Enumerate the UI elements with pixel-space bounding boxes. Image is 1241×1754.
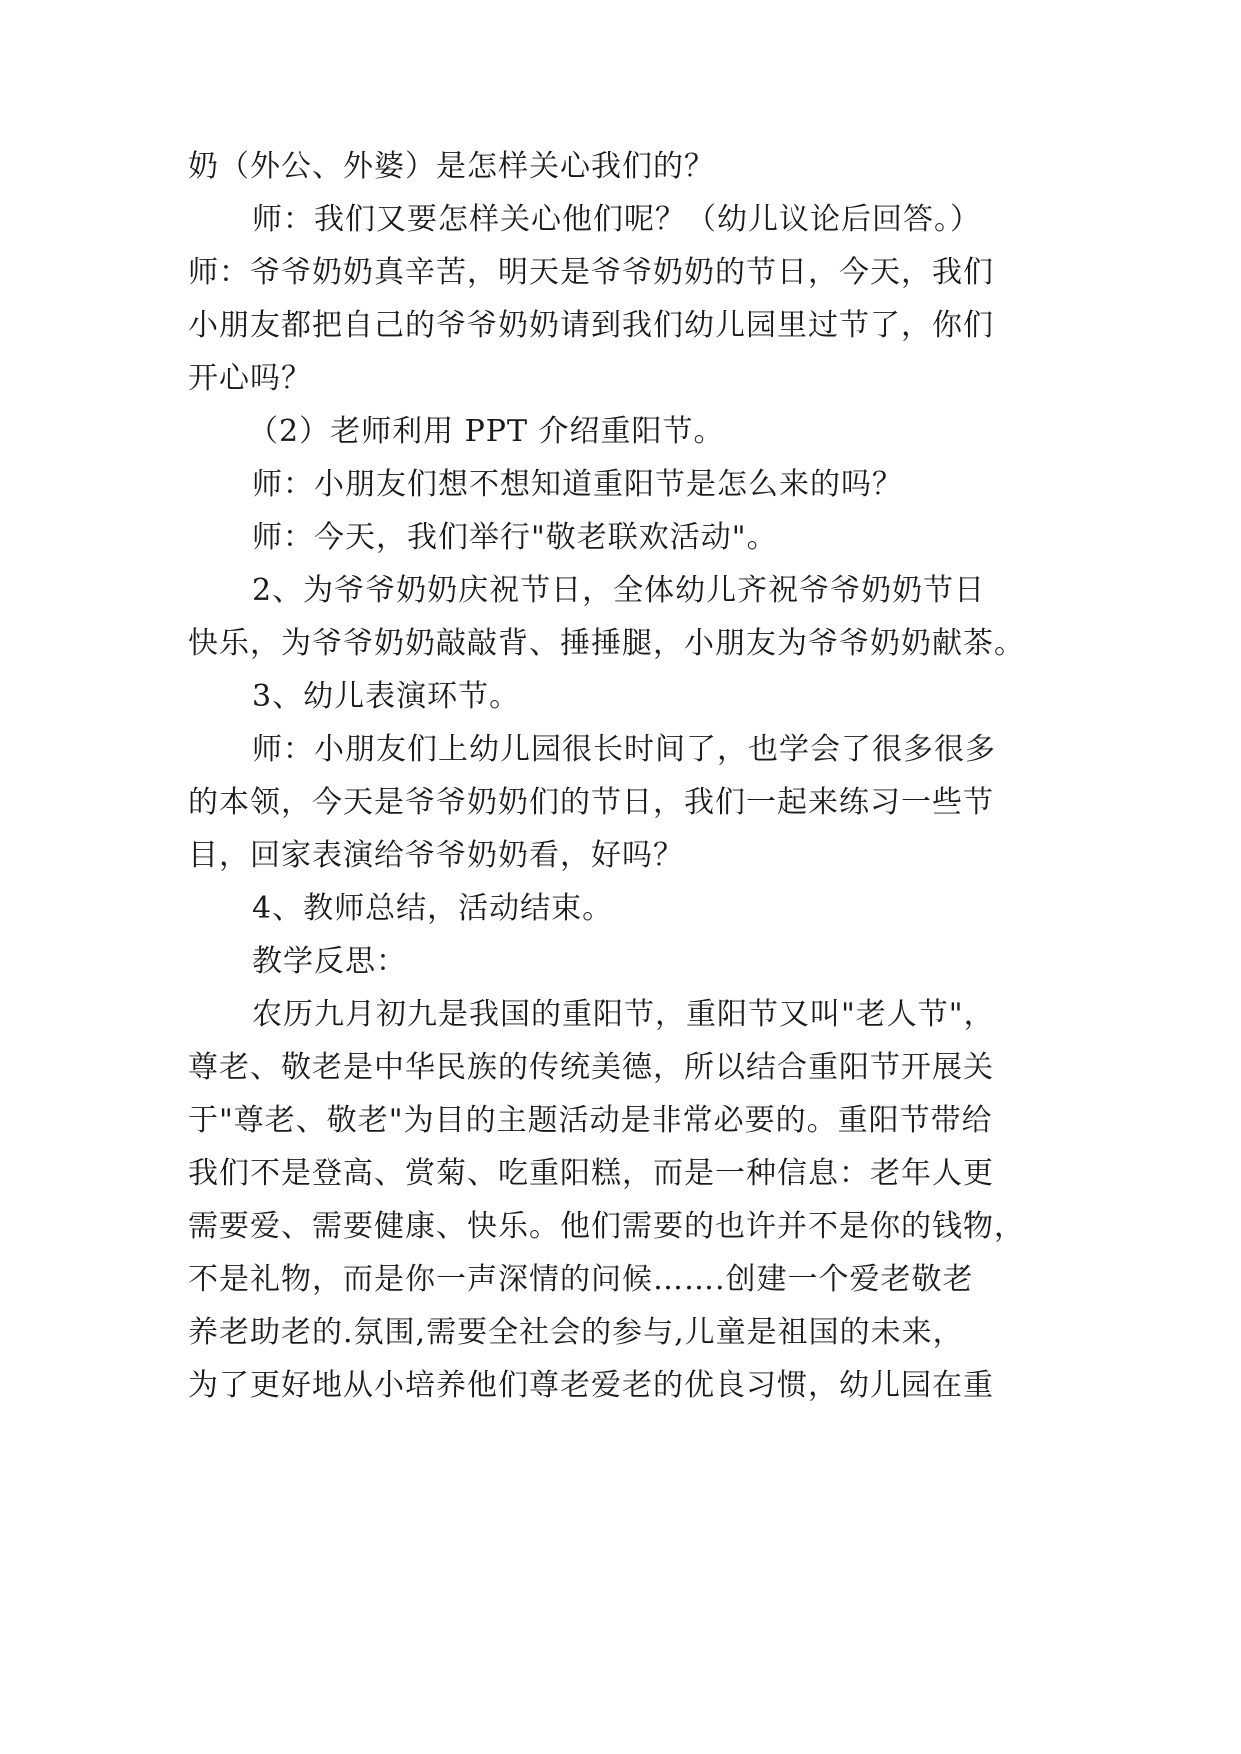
text-line: 快乐，为爷爷奶奶敲敲背、捶捶腿，小朋友为爷爷奶奶献茶。 bbox=[188, 626, 1025, 661]
text-line: 小朋友都把自己的爷爷奶奶请到我们幼儿园里过节了，你们 bbox=[188, 308, 994, 343]
text-line: 2、为爷爷奶奶庆祝节日，全体幼儿齐祝爷爷奶奶节日 bbox=[252, 573, 986, 608]
text-line: 师：小朋友们想不想知道重阳节是怎么来的吗？ bbox=[252, 467, 903, 502]
text-line: 教学反思： bbox=[252, 944, 407, 979]
text-line: 于"尊老、敬老"为目的主题活动是非常必要的。重阳节带给 bbox=[188, 1103, 993, 1138]
text-line: （2）老师利用 PPT 介绍重阳节。 bbox=[248, 414, 725, 449]
text-line: 我们不是登高、赏菊、吃重阳糕，而是一种信息：老年人更 bbox=[188, 1156, 994, 1191]
text-line: 师：我们又要怎样关心他们呢？（幼儿议论后回答。） bbox=[252, 202, 981, 237]
text-line: 需要爱、需要健康、快乐。他们需要的也许并不是你的钱物， bbox=[188, 1209, 1025, 1244]
text-line: 4、教师总结，活动结束。 bbox=[252, 891, 614, 926]
text-line: 师：小朋友们上幼儿园很长时间了，也学会了很多很多 bbox=[252, 732, 996, 767]
text-line: 师：爷爷奶奶真辛苦，明天是爷爷奶奶的节日，今天，我们 bbox=[188, 255, 994, 290]
text-line: 不是礼物，而是你一声深情的问候…….创建一个爱老敬老 bbox=[188, 1262, 974, 1297]
text-line: 为了更好地从小培养他们尊老爱老的优良习惯，幼儿园在重 bbox=[188, 1368, 994, 1403]
text-line: 奶（外公、外婆）是怎样关心我们的？ bbox=[188, 149, 715, 184]
text-line: 目，回家表演给爷爷奶奶看，好吗？ bbox=[188, 838, 684, 873]
text-line: 开心吗？ bbox=[188, 361, 312, 396]
text-line: 农历九月初九是我国的重阳节，重阳节又叫"老人节"， bbox=[252, 997, 995, 1032]
text-line: 的本领，今天是爷爷奶奶们的节日，我们一起来练习一些节 bbox=[188, 785, 994, 820]
text-line: 3、幼儿表演环节。 bbox=[252, 679, 521, 714]
text-line: 师：今天，我们举行"敬老联欢活动"。 bbox=[252, 520, 778, 555]
text-line: 尊老、敬老是中华民族的传统美德，所以结合重阳节开展关 bbox=[188, 1050, 994, 1085]
text-line: 养老助老的.氛围,需要全社会的参与,儿童是祖国的未来， bbox=[188, 1315, 964, 1350]
